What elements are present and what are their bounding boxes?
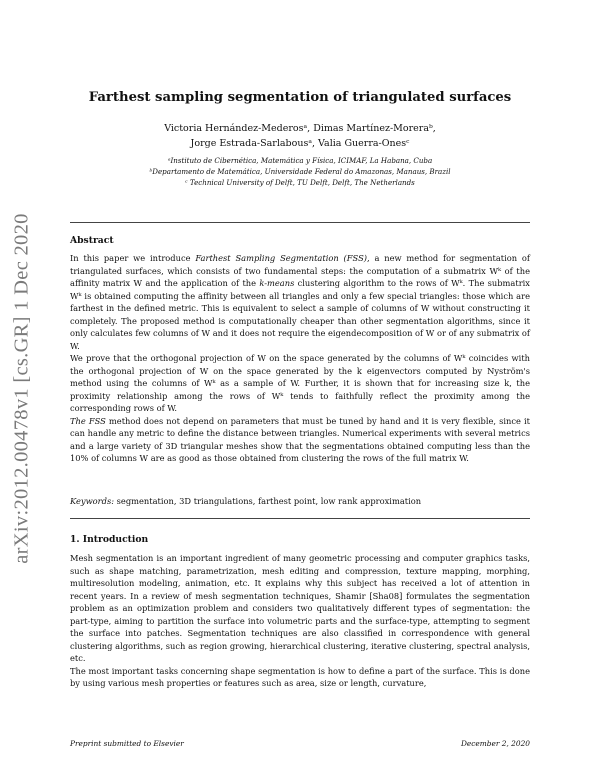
affiliation: ᵇDepartamento de Matemática, Universidade Federal do Amazonas, Manaus, Brazil [149,167,451,177]
abstract-heading: Abstract [70,235,114,246]
keywords-label: Keywords: [70,496,115,506]
abstract-body [70,252,530,465]
introduction-body [70,552,530,690]
abstract-paragraph: In this paper we introduce Farthest Sampling Segmentation (FSS), a new method for segmentation of triangulated surfaces, which consists of two fundamental steps: the computation of a submatrix Wᵏ of the affinity matrix W and the application of the k-means clustering algorithm to the rows of Wᵏ. The submatrix Wᵏ is obtained computing the affinity between all triangles and only a few special triangles: those which are farthest in the defined metric. This is equivalent to select a sample of columns of W without constructing it completely. The proposed method is computationally cheaper than other segmentation algorithms, since it only calculates few columns of W and it does not require the eigendecomposition of W or of any submatrix of W. [70,253,530,351]
footer-preprint: Preprint submitted to Elsevier [70,739,184,748]
author-list [70,121,530,151]
keywords-text: segmentation, 3D triangulations, farthest point, low rank approximation [116,496,422,506]
keywords [70,496,530,506]
abstract-paragraph: We prove that the orthogonal projection of W on the space generated by the columns of Wᵏ coincides with the orthogonal projection of W on the space generated by the k eigenvectors computed by Nyström's method using the columns of Wᵏ as a sample of W. Further, it is shown that for increasing size k, the proximity relationship among the rows of Wᵏ tends to faithfully reflect the proximity among the corresponding rows of W. [70,353,530,413]
affiliation: ᵃInstituto de Cibernética, Matemática y Física, ICIMAF, La Habana, Cuba [167,156,433,165]
abstract-paragraph: The FSS method does not depend on parameters that must be tuned by hand and it is very flexible, since it can handle any metric to define the distance between triangles. Numerical experiments with several metrics and a large variety of 3D triangular meshes show that the segmentations obtained computing less than the 10% of columns W are as good as those obtained from clustering the rows of the full matrix W. [70,415,530,463]
paper-title: Farthest sampling segmentation of triangulated surfaces [88,90,512,105]
divider-bottom [70,518,530,519]
author-line: Victoria Hernández-Mederosᵃ, Dimas Martínez-Moreraᵇ, [164,123,436,134]
footer-date: December 2, 2020 [460,739,530,748]
divider-top [70,222,530,223]
affiliation: ᶜ Technical University of Delft, TU Delft, Delft, The Netherlands [185,178,415,188]
author-line: Jorge Estrada-Sarlabousᵃ, Valia Guerra-Onesᶜ [190,138,410,149]
intro-paragraph: The most important tasks concerning shape segmentation is how to define a part of the surface. This is done by using various mesh properties or features such as area, size or length, curvature, [70,665,530,688]
intro-paragraph: Mesh segmentation is an important ingredient of many geometric processing and computer graphics tasks, such as shape matching, parametrization, mesh editing and compression, texture mapping, morphing, multiresolution modeling, animation, etc. It explains why this subject has received a lot of attention in recent years. In a review of mesh segmentation techniques, Shamir [Sha08] formulates the segmentation problem as an optimization problem and considers two qualitatively different types of segmentation: the part-type, aiming to partition the surface into volumetric parts and the surface-type, attempting to segment the surface into patches. Segmentation techniques are also classified in correspondence with general clustering algorithms, such as region growing, hierarchical clustering, iterative clustering, spectral analysis, etc. [70,553,530,663]
affiliation-list [70,155,530,189]
arxiv-side-label [8,208,36,568]
introduction-heading: 1. Introduction [70,534,149,545]
arxiv-identifier: arXiv:2012.00478v1 [cs.GR] 1 Dec 2020 [10,212,33,564]
